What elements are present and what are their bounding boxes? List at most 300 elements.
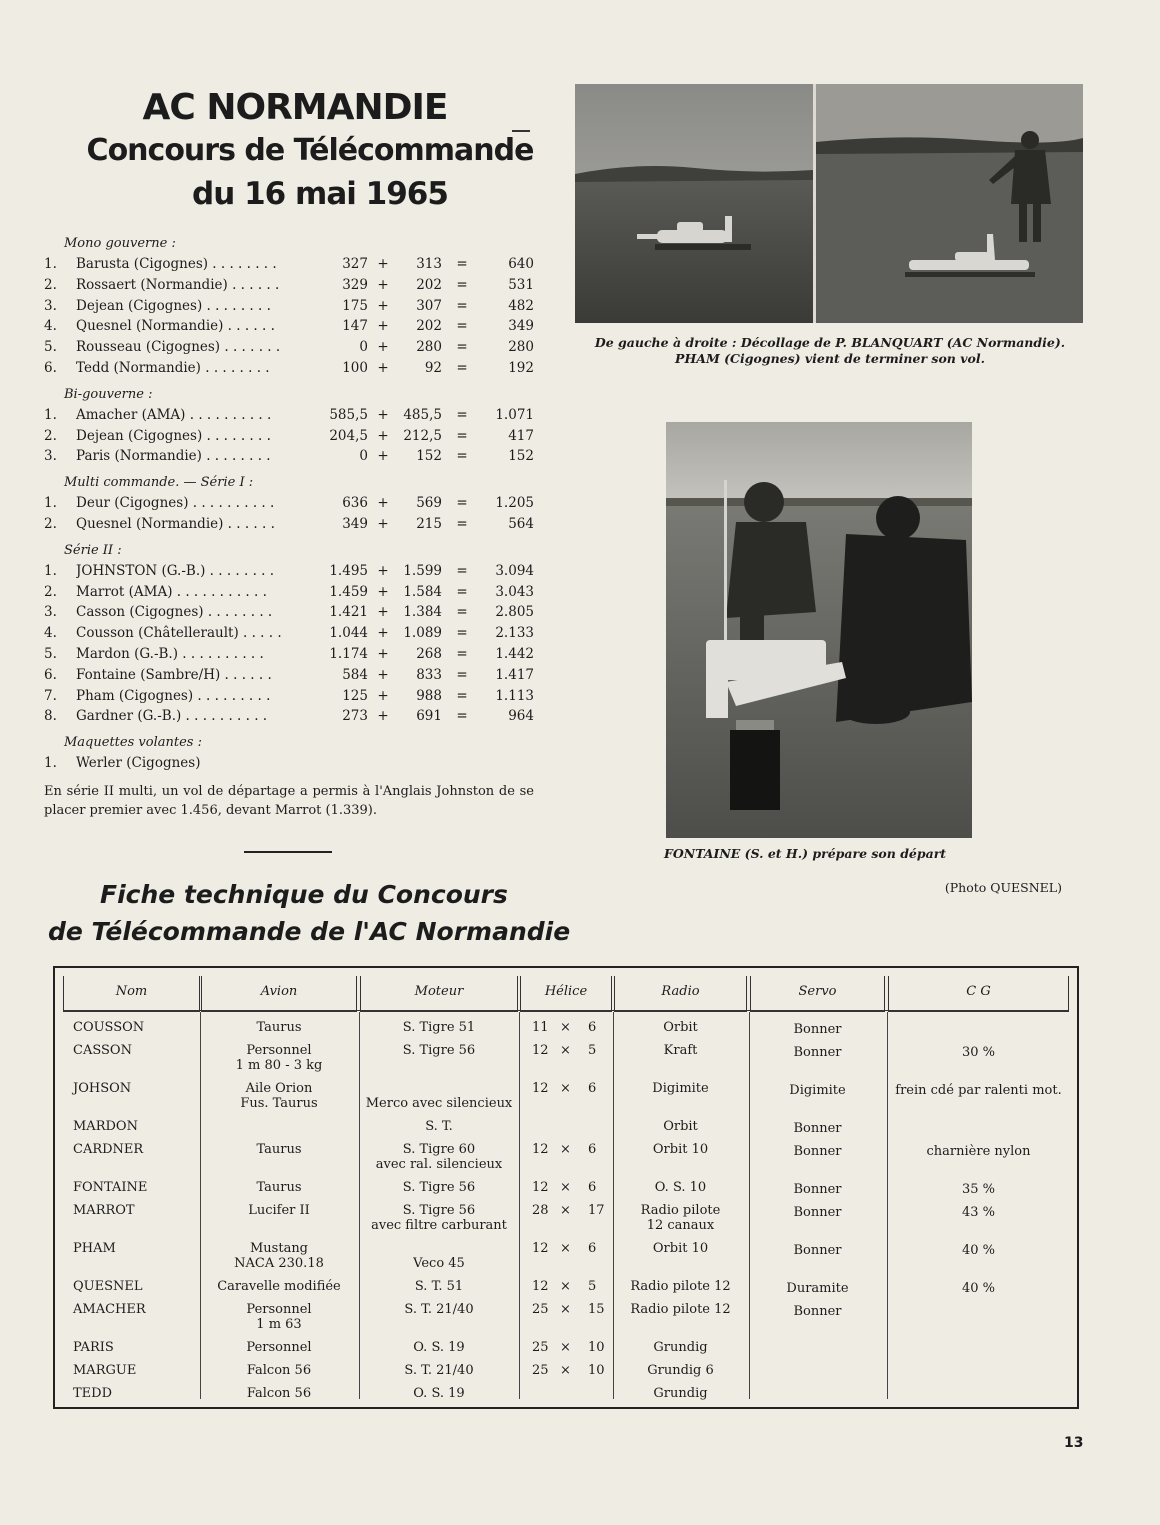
plus-sign: + bbox=[377, 666, 389, 683]
cell-servo: Duramite bbox=[786, 1281, 849, 1296]
score-flight-2: 280 bbox=[416, 339, 442, 356]
column-header: Servo bbox=[750, 976, 885, 1012]
cell-helice-pitch: 17 bbox=[588, 1203, 605, 1218]
score-total: 3.094 bbox=[495, 562, 534, 579]
cell-helice-pitch: 6 bbox=[588, 1081, 597, 1096]
plus-sign: + bbox=[377, 708, 389, 725]
score-flight-1: 327 bbox=[342, 256, 368, 272]
result-row bbox=[44, 316, 534, 337]
score-flight-2: 313 bbox=[416, 256, 442, 272]
cell-helice-times: × bbox=[560, 1302, 571, 1317]
equals-sign: = bbox=[456, 583, 468, 600]
competitor-name: Paris (Normandie) . . . . . . . . bbox=[76, 448, 271, 465]
cell-helice-pitch: 10 bbox=[588, 1340, 605, 1355]
equals-sign: = bbox=[456, 666, 468, 683]
equals-sign: = bbox=[456, 406, 468, 423]
column-header: C G bbox=[888, 976, 1069, 1012]
score-flight-2: 988 bbox=[416, 687, 442, 704]
score-flight-2: 569 bbox=[416, 495, 442, 512]
score-flight-1: 585,5 bbox=[329, 406, 368, 423]
equals-sign: = bbox=[456, 276, 468, 293]
score-flight-1: 0 bbox=[359, 339, 368, 356]
cell-radio: Orbit bbox=[663, 1020, 698, 1035]
plus-sign: + bbox=[377, 339, 389, 356]
cell-nom: QUESNEL bbox=[73, 1279, 143, 1294]
title-line-3: du 16 mai 1965 bbox=[192, 176, 448, 212]
score-flight-2 bbox=[398, 753, 442, 774]
cell-avion: 1 m 80 - 3 kg bbox=[235, 1058, 323, 1073]
score-total: 3.043 bbox=[495, 583, 534, 600]
cell-helice-diameter: 12 bbox=[532, 1279, 549, 1294]
competitor-name: Deur (Cigognes) . . . . . . . . . . bbox=[76, 495, 275, 512]
cell-servo: Bonner bbox=[793, 1182, 842, 1197]
plus-sign: + bbox=[377, 427, 389, 444]
competitor-name: Rossaert (Normandie) . . . . . . bbox=[76, 276, 280, 293]
score-flight-2: 691 bbox=[416, 708, 442, 725]
plus-sign: + bbox=[377, 448, 389, 465]
cell-helice-times: × bbox=[560, 1363, 571, 1378]
fiche-table bbox=[53, 966, 1079, 1409]
fiche-title-line-2: de Télécommande de l'AC Normandie bbox=[48, 917, 571, 946]
cell-helice-diameter: 28 bbox=[532, 1203, 549, 1218]
competitor-name: Dejean (Cigognes) . . . . . . . . bbox=[76, 427, 271, 444]
result-row bbox=[44, 561, 534, 582]
score-total bbox=[482, 753, 534, 774]
cell-avion: Lucifer II bbox=[248, 1203, 310, 1218]
score-flight-1: 329 bbox=[342, 276, 368, 293]
cell-avion: Taurus bbox=[256, 1180, 302, 1195]
cell-avion: Falcon 56 bbox=[246, 1363, 312, 1378]
score-flight-1: 1.495 bbox=[329, 562, 368, 579]
cell-helice-diameter: 25 bbox=[532, 1363, 549, 1378]
plus-sign: + bbox=[377, 359, 389, 376]
cell-moteur: S. Tigre 56 bbox=[402, 1180, 476, 1195]
rank: 1. bbox=[44, 256, 57, 272]
cell-moteur: S. T. 21/40 bbox=[404, 1363, 474, 1378]
cell-cg: 35 % bbox=[961, 1182, 996, 1197]
cell-radio: Orbit bbox=[663, 1119, 698, 1134]
cell-nom: CASSON bbox=[73, 1043, 132, 1058]
cell-radio: Grundig 6 bbox=[647, 1363, 714, 1378]
cell-nom: PHAM bbox=[73, 1241, 116, 1256]
rank: 3. bbox=[44, 297, 57, 314]
score-total: 192 bbox=[508, 359, 534, 376]
cell-helice-diameter: 12 bbox=[532, 1241, 549, 1256]
cell-nom: COUSSON bbox=[73, 1020, 145, 1035]
cell-servo: Bonner bbox=[793, 1304, 842, 1319]
cell-servo: Bonner bbox=[793, 1045, 842, 1060]
score-flight-1: 273 bbox=[342, 708, 368, 725]
result-row bbox=[44, 426, 534, 447]
section-title: Bi-gouverne : bbox=[64, 386, 153, 402]
score-flight-1: 1.459 bbox=[329, 583, 368, 600]
cell-cg: charnière nylon bbox=[926, 1144, 1031, 1159]
equals-sign: = bbox=[456, 495, 468, 512]
competitor-name: Dejean (Cigognes) . . . . . . . . bbox=[76, 297, 271, 314]
cell-nom: JOHSON bbox=[73, 1081, 132, 1096]
competitor-name: Marrot (AMA) . . . . . . . . . . . bbox=[76, 583, 267, 600]
rank: 2. bbox=[44, 427, 57, 444]
cell-servo: Bonner bbox=[793, 1243, 842, 1258]
cell-cg: 43 % bbox=[961, 1205, 996, 1220]
cell-moteur: Merco avec silencieux bbox=[365, 1096, 513, 1111]
plus-sign: + bbox=[377, 687, 389, 704]
rank: 7. bbox=[44, 687, 57, 704]
score-flight-2: 202 bbox=[416, 276, 442, 293]
result-row bbox=[44, 644, 534, 665]
plus-sign: + bbox=[377, 562, 389, 579]
competitor-name: Mardon (G.-B.) . . . . . . . . . . bbox=[76, 645, 264, 662]
cell-helice-times: × bbox=[560, 1142, 571, 1157]
rank: 4. bbox=[44, 625, 57, 642]
cell-helice-diameter: 25 bbox=[532, 1302, 549, 1317]
cell-moteur: O. S. 19 bbox=[413, 1386, 465, 1401]
cell-nom: FONTAINE bbox=[73, 1180, 148, 1195]
score-flight-2: 152 bbox=[416, 448, 442, 465]
cell-moteur: S. T. 51 bbox=[414, 1279, 464, 1294]
cell-radio: Grundig bbox=[653, 1340, 708, 1355]
score-flight-1: 204,5 bbox=[329, 427, 368, 444]
cell-servo: Bonner bbox=[793, 1121, 842, 1136]
photo-takeoff bbox=[575, 84, 1083, 323]
score-total: 1.417 bbox=[495, 666, 534, 683]
plus-sign: + bbox=[377, 256, 389, 272]
cell-servo: Bonner bbox=[793, 1022, 842, 1037]
cell-nom: MARDON bbox=[73, 1119, 138, 1134]
result-row bbox=[44, 514, 534, 535]
equals-sign: = bbox=[456, 339, 468, 356]
score-flight-1: 1.174 bbox=[329, 645, 368, 662]
plus-sign: + bbox=[377, 495, 389, 512]
caption-1-line-2: PHAM (Cigognes) vient de terminer son vol. bbox=[675, 351, 985, 366]
section-title: Multi commande. — Série I : bbox=[64, 475, 254, 491]
rank: 6. bbox=[44, 666, 57, 683]
result-row bbox=[44, 337, 534, 358]
rank: 5. bbox=[44, 339, 57, 356]
cell-radio: Orbit 10 bbox=[652, 1142, 709, 1157]
cell-cg: 40 % bbox=[961, 1281, 996, 1296]
cell-helice-times: × bbox=[560, 1043, 571, 1058]
rank: 1. bbox=[44, 406, 57, 423]
score-total: 964 bbox=[508, 708, 534, 725]
title-line-2: Concours de Télécommande bbox=[86, 133, 534, 168]
cell-avion: 1 m 63 bbox=[256, 1317, 302, 1332]
cell-nom: AMACHER bbox=[73, 1302, 146, 1317]
results-note: En série II multi, un vol de départage a permis à l'Anglais Johnston de se placer premier avec 1.456, devant Marrot (1.339). bbox=[44, 783, 534, 818]
cell-nom: MARGUE bbox=[73, 1363, 137, 1378]
cell-avion: Falcon 56 bbox=[246, 1386, 312, 1401]
cell-avion: Fus. Taurus bbox=[240, 1096, 318, 1111]
result-row bbox=[44, 493, 534, 514]
cell-helice-pitch: 15 bbox=[588, 1302, 605, 1317]
cell-cg: frein cdé par ralenti mot. bbox=[895, 1083, 1062, 1098]
cell-radio: O. S. 10 bbox=[654, 1180, 707, 1195]
score-flight-2: 212,5 bbox=[403, 427, 442, 444]
cell-helice-times: × bbox=[560, 1340, 571, 1355]
score-total: 1.205 bbox=[495, 495, 534, 512]
rank: 3. bbox=[44, 604, 57, 621]
photo-preparation bbox=[666, 422, 972, 838]
result-row bbox=[44, 665, 534, 686]
plus-sign: + bbox=[377, 297, 389, 314]
equals-sign: = bbox=[456, 708, 468, 725]
score-flight-2: 1.584 bbox=[403, 583, 442, 600]
score-flight-2: 1.599 bbox=[403, 562, 442, 579]
cell-helice-pitch: 5 bbox=[588, 1043, 597, 1058]
equals-sign: = bbox=[456, 256, 468, 272]
section-title: Maquettes volantes : bbox=[64, 735, 202, 751]
result-row bbox=[44, 623, 534, 644]
cell-nom: MARROT bbox=[73, 1203, 135, 1218]
competitor-name: Gardner (G.-B.) . . . . . . . . . . bbox=[76, 708, 268, 725]
plus-sign: + bbox=[377, 406, 389, 423]
column-header: Hélice bbox=[520, 976, 612, 1012]
cell-avion: Personnel bbox=[246, 1302, 312, 1317]
equals-sign: = bbox=[456, 297, 468, 314]
cell-radio: Radio pilote bbox=[640, 1203, 721, 1218]
competitor-name: Cousson (Châtellerault) . . . . . bbox=[76, 625, 282, 642]
score-flight-2: 833 bbox=[416, 666, 442, 683]
cell-helice-pitch: 5 bbox=[588, 1279, 597, 1294]
cell-helice-diameter: 12 bbox=[532, 1081, 549, 1096]
competitor-name: Rousseau (Cigognes) . . . . . . . bbox=[76, 339, 281, 356]
header-rule bbox=[63, 1010, 1069, 1011]
result-row bbox=[44, 686, 534, 707]
equals-sign bbox=[442, 753, 482, 774]
equals-sign: = bbox=[456, 625, 468, 642]
cell-radio: 12 canaux bbox=[646, 1218, 715, 1233]
cell-moteur: S. Tigre 51 bbox=[402, 1020, 476, 1035]
result-row bbox=[44, 602, 534, 623]
cell-avion: Taurus bbox=[256, 1142, 302, 1157]
rank: 8. bbox=[44, 708, 57, 725]
equals-sign: = bbox=[456, 604, 468, 621]
score-total: 564 bbox=[508, 515, 534, 532]
result-row bbox=[44, 446, 534, 467]
cell-moteur: S. T. 21/40 bbox=[404, 1302, 474, 1317]
equals-sign: = bbox=[456, 359, 468, 376]
result-row bbox=[44, 582, 534, 603]
cell-helice-diameter: 12 bbox=[532, 1142, 549, 1157]
score-flight-2: 268 bbox=[416, 645, 442, 662]
score-flight-1: 349 bbox=[342, 515, 368, 532]
equals-sign: = bbox=[456, 515, 468, 532]
cell-radio: Radio pilote 12 bbox=[630, 1279, 731, 1294]
score-total: 1.113 bbox=[495, 687, 534, 704]
cell-servo: Digimite bbox=[789, 1083, 846, 1098]
equals-sign: = bbox=[456, 427, 468, 444]
article-title bbox=[40, 86, 540, 216]
fiche-title bbox=[48, 876, 570, 950]
cell-helice-diameter: 25 bbox=[532, 1340, 549, 1355]
cell-moteur: S. Tigre 56 bbox=[402, 1203, 476, 1218]
cell-helice-times: × bbox=[560, 1203, 571, 1218]
result-row bbox=[44, 405, 534, 426]
score-flight-1: 0 bbox=[359, 448, 368, 465]
competitor-name: Quesnel (Normandie) . . . . . . bbox=[76, 515, 275, 532]
score-flight-2: 1.089 bbox=[403, 625, 442, 642]
cell-moteur: avec filtre carburant bbox=[371, 1218, 507, 1233]
cell-moteur: Veco 45 bbox=[413, 1256, 465, 1271]
score-flight-1: 147 bbox=[342, 318, 368, 335]
plus-sign: + bbox=[377, 645, 389, 662]
cell-helice-times: × bbox=[560, 1180, 571, 1195]
cell-helice-pitch: 6 bbox=[588, 1142, 597, 1157]
result-row bbox=[44, 296, 534, 317]
title-line-1: AC NORMANDIE bbox=[142, 87, 448, 128]
competitor-name: Pham (Cigognes) . . . . . . . . . bbox=[76, 687, 271, 704]
column-header: Radio bbox=[614, 976, 747, 1012]
equals-sign: = bbox=[456, 448, 468, 465]
photo-caption-2: FONTAINE (S. et H.) prépare son départ bbox=[664, 846, 947, 861]
cell-radio: Kraft bbox=[663, 1043, 698, 1058]
score-total: 349 bbox=[508, 318, 534, 335]
photo-credit: (Photo QUESNEL) bbox=[944, 880, 1062, 895]
cell-helice-pitch: 10 bbox=[588, 1363, 605, 1378]
rank: 5. bbox=[44, 645, 57, 662]
score-flight-2: 307 bbox=[416, 297, 442, 314]
plus-sign: + bbox=[377, 583, 389, 600]
competitor-name: Amacher (AMA) . . . . . . . . . . bbox=[76, 406, 272, 423]
rank: 3. bbox=[44, 448, 57, 465]
caption-1-line-1: De gauche à droite : Décollage de P. BLANQUART (AC Normandie). bbox=[594, 335, 1066, 350]
rank: 1. bbox=[44, 755, 57, 772]
score-flight-2: 92 bbox=[424, 359, 442, 376]
rank: 2. bbox=[44, 276, 57, 293]
cell-helice-times: × bbox=[560, 1279, 571, 1294]
score-flight-1: 125 bbox=[342, 687, 368, 704]
score-flight-2: 215 bbox=[416, 515, 442, 532]
cell-servo: Bonner bbox=[793, 1205, 842, 1220]
result-row bbox=[44, 706, 534, 727]
cell-moteur: O. S. 19 bbox=[413, 1340, 465, 1355]
competitor-name: Quesnel (Normandie) . . . . . . bbox=[76, 318, 275, 335]
rank: 1. bbox=[44, 562, 57, 579]
cell-radio: Digimite bbox=[652, 1081, 709, 1096]
score-total: 1.442 bbox=[495, 645, 534, 662]
plus-sign: + bbox=[377, 515, 389, 532]
column-header: Moteur bbox=[360, 976, 518, 1012]
cell-helice-pitch: 6 bbox=[588, 1241, 597, 1256]
cell-avion: NACA 230.18 bbox=[234, 1256, 324, 1271]
rank: 2. bbox=[44, 515, 57, 532]
competitor-name: Werler (Cigognes) bbox=[76, 755, 201, 772]
cell-servo: Bonner bbox=[793, 1144, 842, 1159]
competitor-name: JOHNSTON (G.-B.) . . . . . . . . bbox=[76, 562, 275, 579]
column-header: Avion bbox=[201, 976, 357, 1012]
score-total: 417 bbox=[508, 427, 534, 444]
plus-sign bbox=[368, 753, 398, 774]
cell-cg: 30 % bbox=[961, 1045, 996, 1060]
score-flight-1: 584 bbox=[342, 666, 368, 683]
section-divider bbox=[244, 851, 332, 853]
cell-nom: CARDNER bbox=[73, 1142, 144, 1157]
result-row bbox=[44, 275, 534, 296]
section-title: Série II : bbox=[64, 542, 122, 558]
competitor-name: Fontaine (Sambre/H) . . . . . . bbox=[76, 666, 272, 683]
cell-avion: Personnel bbox=[246, 1043, 312, 1058]
rank: 2. bbox=[44, 583, 57, 600]
rank: 6. bbox=[44, 359, 57, 376]
score-total: 280 bbox=[508, 339, 534, 356]
score-total: 482 bbox=[508, 297, 534, 314]
score-total: 2.805 bbox=[495, 604, 534, 621]
cell-helice-pitch: 6 bbox=[588, 1180, 597, 1195]
score-total: 2.133 bbox=[495, 625, 534, 642]
cell-helice-diameter: 11 bbox=[532, 1020, 549, 1035]
rank: 4. bbox=[44, 318, 57, 335]
score-total: 531 bbox=[508, 276, 534, 293]
plus-sign: + bbox=[377, 604, 389, 621]
score-flight-1: 636 bbox=[342, 495, 368, 512]
cell-radio: Grundig bbox=[653, 1386, 708, 1401]
score-flight-1: 1.421 bbox=[329, 604, 368, 621]
score-flight-1 bbox=[314, 753, 368, 774]
cell-avion: Caravelle modifiée bbox=[217, 1279, 341, 1294]
cell-moteur: avec ral. silencieux bbox=[375, 1157, 503, 1172]
cell-radio: Orbit 10 bbox=[652, 1241, 709, 1256]
cell-helice-diameter: 12 bbox=[532, 1043, 549, 1058]
plus-sign: + bbox=[377, 625, 389, 642]
score-flight-1: 100 bbox=[342, 359, 368, 376]
score-flight-1: 175 bbox=[342, 297, 368, 314]
cell-avion: Personnel bbox=[246, 1340, 312, 1355]
equals-sign: = bbox=[456, 645, 468, 662]
cell-helice-pitch: 6 bbox=[588, 1020, 597, 1035]
column-header: Nom bbox=[63, 976, 200, 1012]
result-row bbox=[44, 254, 534, 275]
equals-sign: = bbox=[456, 318, 468, 335]
section-title: Mono gouverne : bbox=[64, 236, 176, 251]
page-number: 13 bbox=[1064, 1435, 1084, 1451]
cell-avion: Mustang bbox=[249, 1241, 309, 1256]
equals-sign: = bbox=[456, 562, 468, 579]
plus-sign: + bbox=[377, 276, 389, 293]
cell-radio: Radio pilote 12 bbox=[630, 1302, 731, 1317]
photo-caption-1 bbox=[575, 335, 1085, 367]
cell-nom: PARIS bbox=[73, 1340, 114, 1355]
cell-moteur: S. Tigre 56 bbox=[402, 1043, 476, 1058]
plus-sign: + bbox=[377, 318, 389, 335]
cell-helice-times: × bbox=[560, 1241, 571, 1256]
result-row bbox=[44, 753, 534, 774]
cell-moteur: S. T. bbox=[425, 1119, 453, 1134]
competitor-name: Tedd (Normandie) . . . . . . . . bbox=[76, 359, 270, 376]
title-dash bbox=[512, 130, 530, 132]
cell-helice-times: × bbox=[560, 1081, 571, 1096]
score-total: 1.071 bbox=[495, 406, 534, 423]
fiche-title-line-1: Fiche technique du Concours bbox=[100, 880, 508, 909]
cell-cg: 40 % bbox=[961, 1243, 996, 1258]
cell-helice-times: × bbox=[560, 1020, 571, 1035]
result-row bbox=[44, 358, 534, 379]
equals-sign: = bbox=[456, 687, 468, 704]
score-flight-2: 1.384 bbox=[403, 604, 442, 621]
competitor-name: Casson (Cigognes) . . . . . . . . bbox=[76, 604, 273, 621]
cell-avion: Aile Orion bbox=[245, 1081, 313, 1096]
score-flight-2: 202 bbox=[416, 318, 442, 335]
score-total: 152 bbox=[508, 448, 534, 465]
cell-helice-diameter: 12 bbox=[532, 1180, 549, 1195]
competitor-name: Barusta (Cigognes) . . . . . . . . bbox=[76, 256, 277, 272]
rank: 1. bbox=[44, 495, 57, 512]
column-divider bbox=[519, 1012, 520, 1399]
score-total: 640 bbox=[508, 256, 534, 272]
cell-moteur: S. Tigre 60 bbox=[402, 1142, 476, 1157]
score-flight-1: 1.044 bbox=[329, 625, 368, 642]
score-flight-2: 485,5 bbox=[403, 406, 442, 423]
results-list bbox=[44, 234, 534, 820]
